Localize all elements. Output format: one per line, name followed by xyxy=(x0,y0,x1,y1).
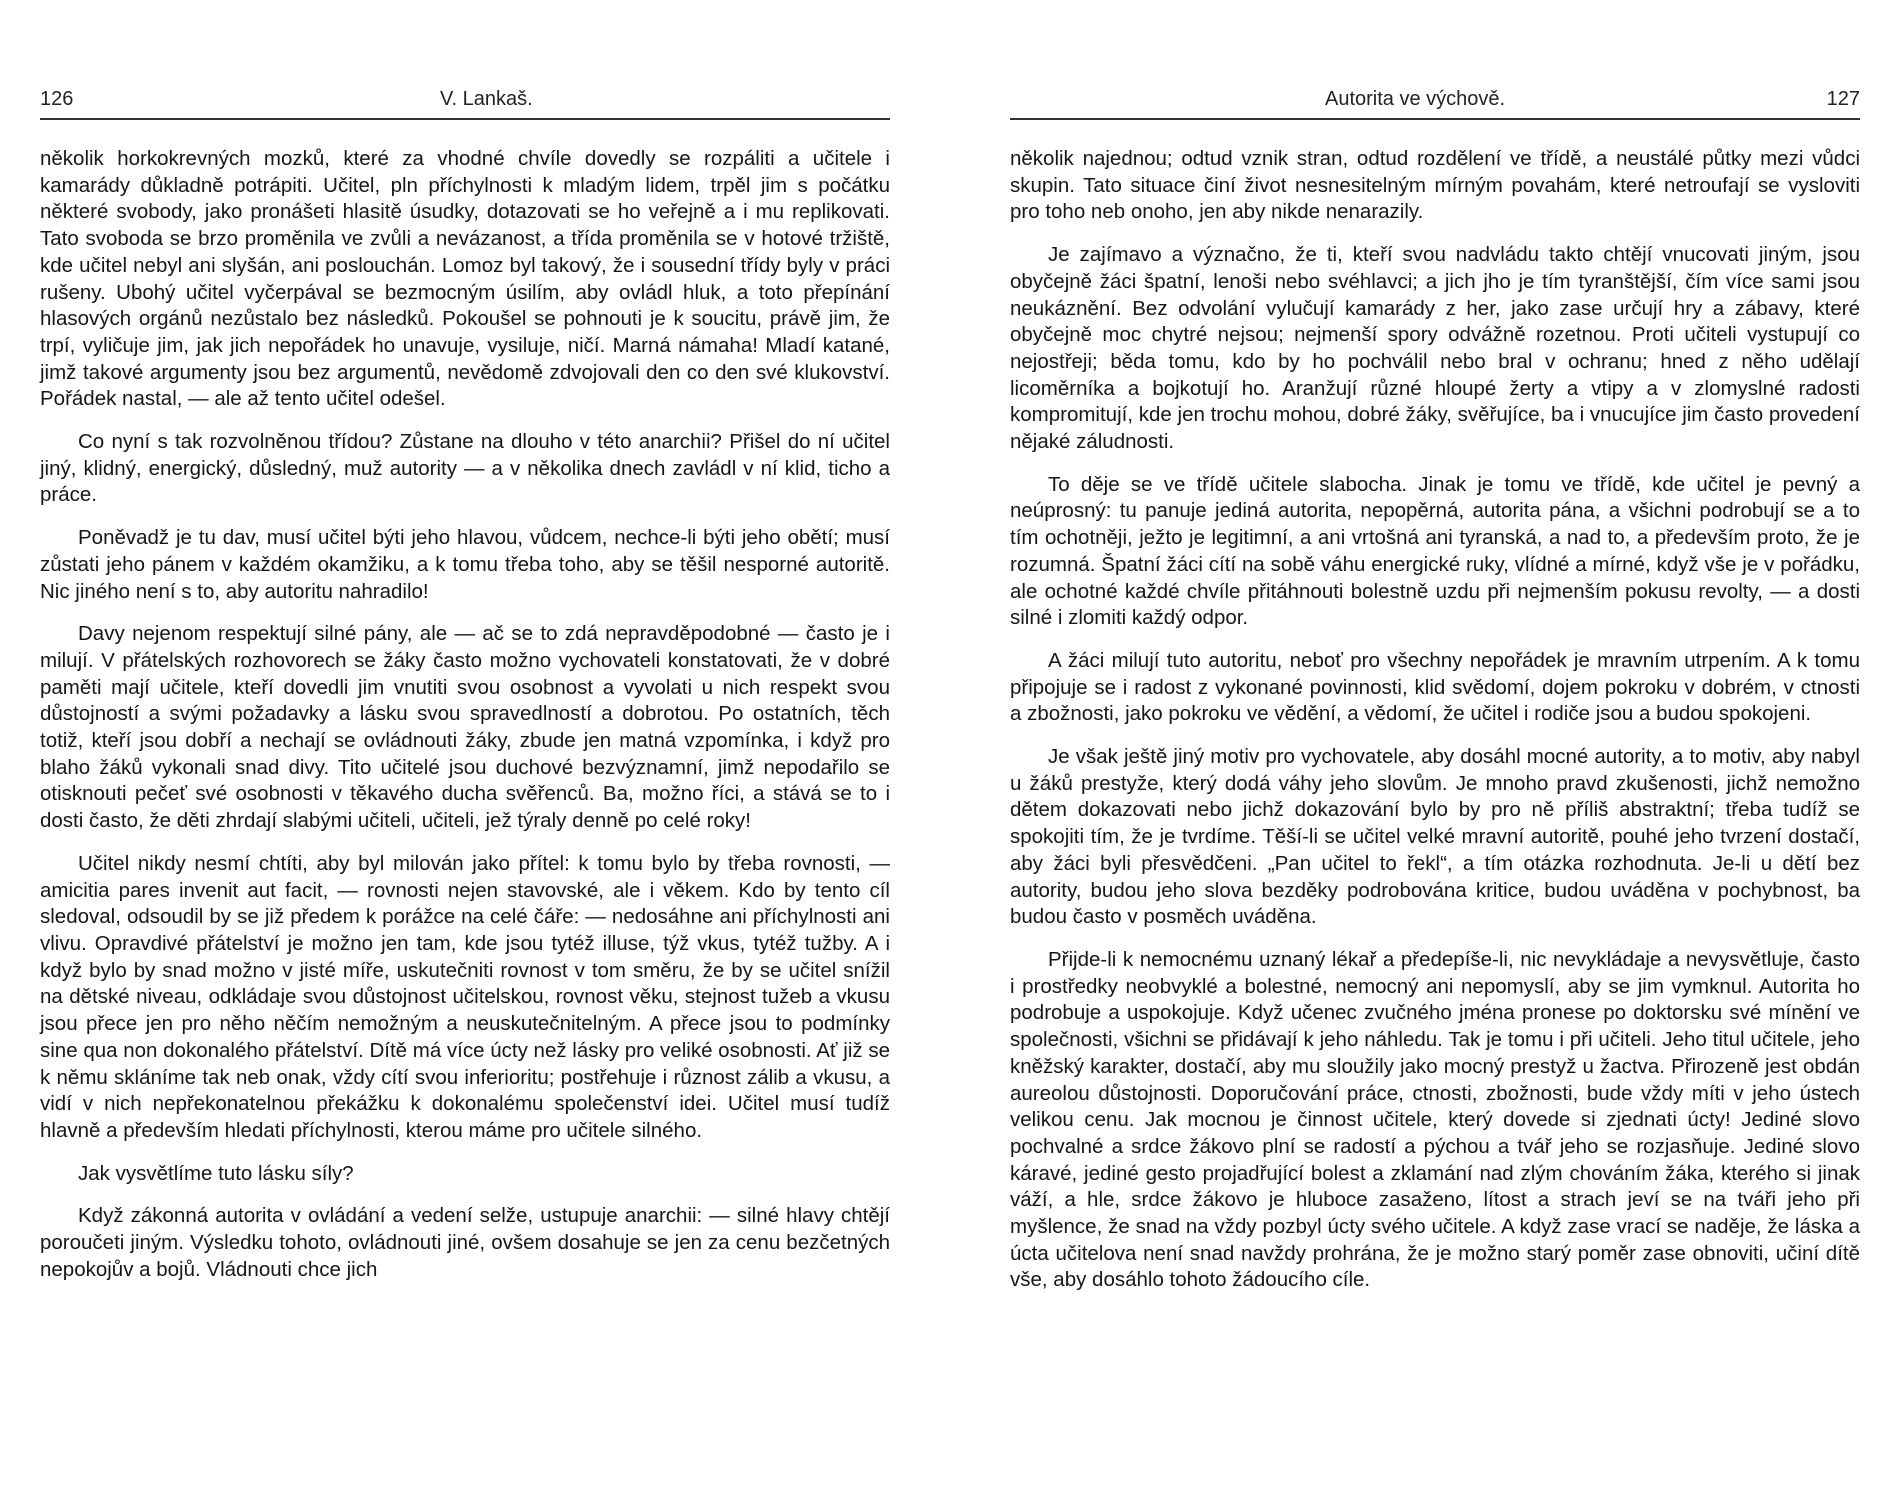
paragraph: několik najednou; odtud vznik stran, odtud rozdělení ve třídě, a neustálé půtky mezi vůdci skupin. Tato situace činí život nesnesitelným mírným povahám, které netroufají se vysloviti pro toho neb onoho, jen aby nikde nenarazily. xyxy=(1010,147,1860,224)
paragraph: Davy nejenom respektují silné pány, ale — ač se to zdá nepravděpodobné — často je i milují. V přátelských rozhovorech se žáky často možno vychovateli konstatovati, že v dobré paměti mají učitele, kteří dovedli jim vnutiti svou osobnost a vyvolati u nich respekt svou důstojností a svými požadavky a lásku svou spravedlností a dobrotou. Po ostatních, těch totiž, kteří jsou dobří a nechají se ovládnouti žáky, zbude jen matná vzpomínka, i když pro blaho žáků vykonali snad divy. Tito učitelé jsou duchové bezvýznamní, jimž nepodařilo se otisknouti pečeť své osobnosti v těkavého ducha svěřenců. Ba, možno říci, a stává se to i dosti často, že děti zhrdají slabými učiteli, učiteli, jež týraly denně po celé roky! xyxy=(40,622,890,833)
left-page-text xyxy=(40,146,890,1299)
paragraph: A žáci milují tuto autoritu, neboť pro všechny nepořádek je mravním utrpením. A k tomu připojuje se i radost z vykonané povinnosti, klid svědomí, dojem pokroku v dobrém, v ctnosti a zbožnosti, jako pokroku ve vědění, a vědomí, že učitel i rodiče jsou a budou spokojeni. xyxy=(1010,648,1860,726)
paragraph: Je však ještě jiný motiv pro vychovatele, aby dosáhl mocné autority, a to motiv, aby nabyl u žáků prestyže, který dodá váhy jeho slovům. Je mnoho pravd zkušenosti, jichž nemožno dětem dokazovati nebo jichž dokazování bylo by pro ně příliš abstraktní; třeba tudíž se spokojiti tím, že je tvrdíme. Těší-li se učitel velké mravní autoritě, pouhé jeho tvrzení dostačí, aby žáci byli přesvědčeni. „Pan učitel to řekl“, a tím otázka rozhodnuta. Je-li u dětí bez autority, budou jeho slova bezděky podrobována kritice, budou uváděna v pochybnost, ba budou často v posměch uváděna. xyxy=(1010,745,1860,929)
paragraph: Co nyní s tak rozvolněnou třídou? Zůstane na dlouho v této anarchii? Přišel do ní učitel jiný, klidný, energický, důsledný, muž autority — a v několika dnech zavládl v ní klid, ticho a práce. xyxy=(40,430,890,507)
left-page-number: 126 xyxy=(40,88,74,110)
left-header-rule xyxy=(40,118,890,120)
paragraph: Přijde-li k nemocnému uznaný lékař a předepíše-li, nic nevykládaje a nevysvětluje, často i prostředky neobvyklé a bolestné, nemocný ani nepomyslí, aby se jim vymknul. Autorita ho podrobuje a uspokojuje. Když učenec zvučného jména pronese po doktorsku své mínění ve společnosti, všichni se přidávají k jeho náhledu. Tak je tomu i při učiteli. Jeho titul učitele, jeho kněžský karakter, dostačí, aby mu sloužily jako mocný prestyž u žactva. Přirozeně jest obdán aureolou důstojnosti. Doporučování práce, ctnosti, zbožnosti, bude vždy míti v jeho ústech velikou cenu. Jak mocnou je činnost učitele, který dovede si zjednati úcty! Jediné slovo pochvalné a srdce žákovo plní se radostí a pýchou a tvář jeho se rozjasňuje. Jediné slovo káravé, jediné gesto projadřující bolest a zklamání nad zlým chováním žáka, kterého si jinak váží, a hle, srdce žákovo je hluboce zasaženo, lítost a strach jeví se na tváři jeho při myšlence, že snad na vždy pozbyl úcty svého učitele. A když zase vrací se naděje, že láska a úcta učitelova není snad navždy prohrána, že je možno starý poměr zase obnoviti, učiní dítě vše, aby dosáhlo tohoto žádoucího cíle. xyxy=(1010,947,1860,1292)
right-page-number: 127 xyxy=(1826,88,1860,110)
right-running-head: Autorita ve výchově. xyxy=(1325,88,1506,110)
paragraph: Poněvadž je tu dav, musí učitel býti jeho hlavou, vůdcem, nechce-li býti jeho obětí; musí zůstati jeho pánem v každém okamžiku, a k tomu třeba toho, aby se těšil nesporné autoritě. Nic jiného není s to, aby autoritu nahradilo! xyxy=(40,526,890,603)
right-page-header xyxy=(1010,88,1860,114)
left-running-head: V. Lankaš. xyxy=(440,88,533,110)
paragraph: několik horkokrevných mozků, které za vhodné chvíle dovedly se rozpáliti a učitele i kamarády důkladně potrápiti. Učitel, pln příchylnosti k mladým lidem, trpěl jim s počátku některé svobody, jako pronášeti hlasitě úsudky, dotazovati se ho veřejně a i mu replikovati. Tato svoboda se brzo proměnila ve zvůli a nevázanost, a třída proměnila se v hotové tržiště, kde učitel nebyl ani slyšán, ani poslouchán. Lomoz byl takový, že i sousední třídy byly v práci rušeny. Ubohý učitel vyčerpával se bezmocným úsilím, aby ovládl hluk, a toto přepínání hlasových orgánů nezůstalo bez následků. Pokoušel se pohnouti je k soucitu, právě jim, že trpí, vyličuje jim, jak jich nepořádek ho unavuje, vysiluje, ničí. Marná námaha! Mladí katané, jimž takové argumenty jsou bez argumentů, nevědomě zdvojovali den co den své klukovství. Pořádek nastal, — ale až tento učitel odešel. xyxy=(40,147,890,411)
paragraph: Učitel nikdy nesmí chtíti, aby byl milován jako přítel: k tomu bylo by třeba rovnosti, — amicitia pares invenit aut facit, — rovnosti nejen stavovské, ale i věkem. Kdo by tento cíl sledoval, odsoudil by se již předem k porážce na celé čáře: — nedosáhne ani příchylnosti ani vlivu. Opravdivé přátelství je možno jen tam, kde jsou tytéž illuse, týž vkus, tytéž tužby. A i když bylo by snad možno v jisté míře, uskutečniti rovnost v tom směru, že by se učitel snížil na dětské niveau, odkládaje svou důstojnost učitelskou, rovnost věku, stejnost tužeb a vkusu jsou přece jen pro něho něčím nemožným a neuskutečnitelným. A přece jsou to podmínky sine qua non dokonalého přátelství. Dítě má více úcty než lásky pro veliké osobnosti. Ať již se k němu skláníme tak neb onak, vždy cítí svou inferioritu; postřehuje i různost zálib a vkusu, a vidí v nich nepřekonatelnou překážku k dokonalému společenství idei. Učitel musí tudíž hlavně a především hledati příchylnosti, kterou máme pro učitele silného. xyxy=(40,851,890,1142)
paragraph: Když zákonná autorita v ovládání a vedení selže, ustupuje anarchii: — silné hlavy chtějí poroučeti jiným. Výsledku tohoto, ovládnouti jiné, ovšem dosahuje se jen za cenu bezčetných nepokojův a bojů. Vládnouti chce jich xyxy=(40,1204,890,1281)
right-page-text xyxy=(1010,146,1860,1310)
left-page-header xyxy=(40,88,890,114)
left-page xyxy=(40,0,890,1500)
right-header-rule xyxy=(1010,118,1860,120)
paragraph: To děje se ve třídě učitele slabocha. Jinak je tomu ve třídě, kde učitel je pevný a neúprosný: tu panuje jediná autorita, nepopěrná, autorita pána, a všichni podrobují se a to tím ochotněji, ježto je legitimní, a ani vrtošná ani tyranská, a nad to, a především proto, že je rozumná. Špatní žáci cítí na sobě váhu energické ruky, vlídné a mírné, když vše je v pořádku, ale ochotné každé chvíle přitáhnouti bolestně uzdu při nejmenším pokusu revolty, — a dosti silné i zlomiti každý odpor. xyxy=(1010,472,1860,630)
paragraph: Jak vysvětlíme tuto lásku síly? xyxy=(78,1161,354,1185)
right-page xyxy=(1010,0,1860,1500)
paragraph: Je zajímavo a význačno, že ti, kteří svou nadvládu takto chtějí vnucovati jiným, jsou obyčejně žáci špatní, lenoši nebo svéhlavci; a jich jho je tím tyranštější, čím více sami jsou neukáznění. Bez odvolání vylučují kamarády z her, jako zase určují hry a zábavy, které obyčejně moc chytré nejsou; nejmenší spory odvážně rozetnou. Proti učiteli vystupují co nejostřeji; běda tomu, kdo by ho pochválil nebo bral v ochranu; hned z něho udělají licoměrníka a bojkotují ho. Aranžují různé hloupé žerty a vtipy a v zlomyslné radosti kompromitují, kde jen trochu mohou, dobré žáky, svěřujíce, ba i vnucujíce jim často provedení nějaké záludnosti. xyxy=(1010,243,1860,454)
